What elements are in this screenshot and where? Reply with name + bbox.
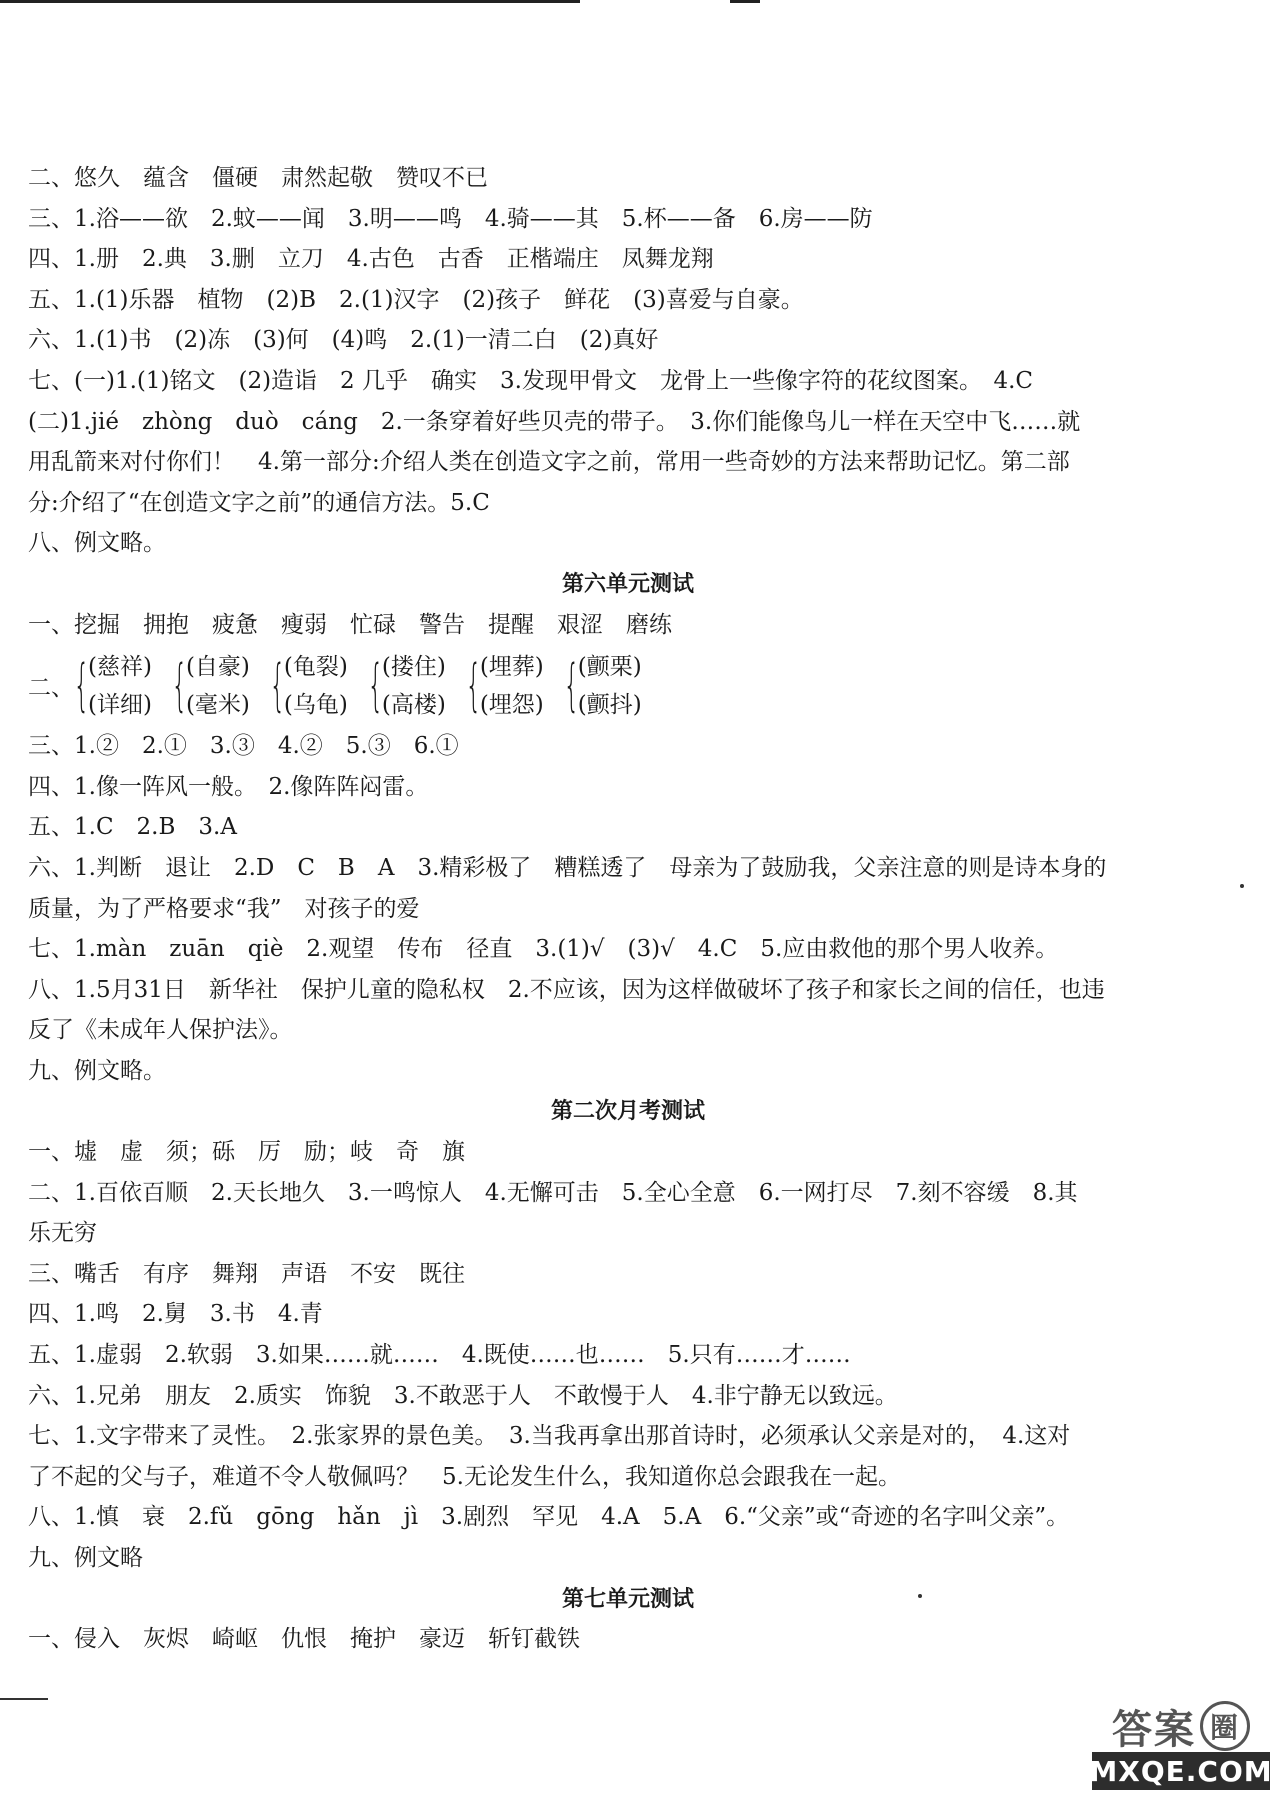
pair-word-bottom: (详细) <box>88 691 152 718</box>
answer-line: 五、1.C 2.B 3.A <box>28 814 237 841</box>
brace-icon: { <box>465 652 482 718</box>
brace-icon: { <box>171 652 188 718</box>
pair-word-bottom: (乌龟) <box>283 691 348 718</box>
answer-line: 一、挖掘 拥抱 疲惫 瘦弱 忙碌 警告 提醒 艰涩 磨练 <box>28 611 672 638</box>
answer-line: 七、(一)1.(1)铭文 (2)造诣 2 几乎 确实 3.发现甲骨文 龙骨上一些像字符的花纹图案。 4.C <box>28 367 1033 394</box>
section-title: 第二次月考测试 <box>550 1098 705 1125</box>
answer-line: (二)1.jié zhòng duò cáng 2.一条穿着好些贝壳的带子。 3.你们能像鸟儿一样在天空中飞……就 <box>28 408 1081 435</box>
top-border <box>0 0 1282 4</box>
answer-line: 质量，为了严格要求“我” 对孩子的爱 <box>28 895 420 922</box>
answer-line: 反了《未成年人保护法》。 <box>28 1017 293 1044</box>
answer-line: 六、1.兄弟 朋友 2.质实 饰貌 3.不敢恶于人 不敢慢于人 4.非宁静无以致远。 <box>28 1382 898 1409</box>
watermark-circle-icon: 圈 <box>1200 1701 1250 1751</box>
brace-icon: { <box>269 652 286 718</box>
word-pair <box>264 648 348 724</box>
pair-word-top: (慈祥) <box>88 653 152 680</box>
item-number: 二、 <box>28 675 74 702</box>
pair-word-bottom: (毫米) <box>185 691 250 718</box>
word-pair <box>460 648 544 724</box>
answer-line: 八、例文略。 <box>28 530 166 557</box>
brace-icon: { <box>563 652 580 718</box>
word-pair <box>558 648 642 724</box>
answer-line: 三、1.② 2.① 3.③ 4.② 5.③ 6.① <box>28 733 459 760</box>
top-border-segment <box>0 0 580 3</box>
answer-line: 二、1.百依百顺 2.天长地久 3.一鸣惊人 4.无懈可击 5.全心全意 6.一网打尽 7.刻不容缓 8.其 <box>28 1179 1078 1206</box>
answer-line: 七、1.文字带来了灵性。 2.张家界的景色美。 3.当我再拿出那首诗时，必须承认父亲是对的， 4.这对 <box>28 1423 1071 1450</box>
pair-word-top: (搂住) <box>381 653 446 680</box>
answer-line: 八、1.5月31日 新华社 保护儿童的隐私权 2.不应该，因为这样做破坏了孩子和家长之间的信任，也违 <box>28 976 1105 1003</box>
brace-icon: { <box>73 652 90 718</box>
scan-speck <box>1240 884 1244 888</box>
answer-line: 一、侵入 灰烬 崎岖 仇恨 掩护 豪迈 斩钉截铁 <box>28 1626 580 1653</box>
watermark-logo <box>1089 1700 1273 1792</box>
answer-line: 了不起的父与子，难道不令人敬佩吗？ 5.无论发生什么，我知道你总会跟我在一起。 <box>28 1463 901 1490</box>
answer-line: 四、1.像一阵风一般。 2.像阵阵闷雷。 <box>28 773 429 800</box>
word-pair <box>166 648 250 724</box>
answer-line: 三、1.浴——欲 2.蚊——闻 3.明——鸣 4.骑——其 5.杯——备 6.房——防 <box>28 205 873 232</box>
answer-line: 三、嘴舌 有序 舞翔 声语 不安 既往 <box>28 1260 465 1287</box>
section-title: 第七单元测试 <box>561 1585 694 1612</box>
word-pair <box>68 648 152 724</box>
answer-line: 六、1.判断 退让 2.D C B A 3.精彩极了 糟糕透了 母亲为了鼓励我，父亲注意的则是诗本身的 <box>28 854 1107 881</box>
answer-line: 八、1.慎 衰 2.fǔ gōng hǎn jì 3.剧烈 罕见 4.A 5.A 6.“父亲”或“奇迹的名字叫父亲”。 <box>28 1504 1070 1531</box>
answer-line: 二、悠久 蕴含 僵硬 肃然起敬 赞叹不已 <box>28 165 488 191</box>
answer-line: 四、1.册 2.典 3.删 立刀 4.古色 古香 正楷端庄 凤舞龙翔 <box>28 246 714 273</box>
pair-word-bottom: (高楼) <box>381 691 446 718</box>
answer-line: 五、1.(1)乐器 植物 (2)B 2.(1)汉字 (2)孩子 鲜花 (3)喜爱与自豪。 <box>28 286 804 313</box>
pair-word-top: (埋葬) <box>479 653 544 680</box>
section-title: 第六单元测试 <box>561 570 694 597</box>
brace-icon: { <box>367 652 384 718</box>
answer-line: 九、例文略。 <box>28 1057 166 1084</box>
word-pair-row <box>28 645 1228 726</box>
scan-speck <box>918 1594 922 1598</box>
answer-line: 六、1.(1)书 (2)冻 (3)何 (4)鸣 2.(1)一清二白 (2)真好 <box>28 327 659 354</box>
answer-line: 五、1.虚弱 2.软弱 3.如果……就…… 4.既使……也…… 5.只有……才…… <box>28 1342 851 1369</box>
answer-line: 九、例文略 <box>28 1545 143 1571</box>
bottom-left-rule <box>0 1698 48 1700</box>
answer-line: 四、1.鸣 2.舅 3.书 4.青 <box>28 1301 323 1328</box>
watermark-top <box>1098 1700 1264 1752</box>
pair-word-top: (龟裂) <box>283 653 348 680</box>
watermark-text: 答案 <box>1112 1706 1196 1753</box>
answer-line: 分:介绍了“在创造文字之前”的通信方法。5.C <box>28 489 490 516</box>
answer-line: 一、墟 虚 须；砾 厉 励；岐 奇 旗 <box>28 1139 465 1166</box>
answer-line: 用乱箭来对付你们！ 4.第一部分:介绍人类在创造文字之前，常用一些奇妙的方法来帮助记忆。第二部 <box>28 449 1070 476</box>
pair-word-bottom: (颤抖) <box>577 691 642 718</box>
answer-line: 七、1.màn zuān qiè 2.观望 传布 径直 3.(1)√ (3)√ 4.C 5.应由救他的那个男人收养。 <box>28 936 1059 963</box>
pair-word-bottom: (埋怨) <box>479 691 544 718</box>
pair-word-top: (自豪) <box>185 653 250 680</box>
answer-page <box>28 158 1228 1660</box>
watermark-domain: MXQE.COM <box>1092 1752 1270 1790</box>
top-border-segment <box>730 0 760 3</box>
word-pair <box>362 648 446 724</box>
pair-word-top: (颤栗) <box>577 653 642 680</box>
answer-line: 乐无穷 <box>28 1220 97 1247</box>
